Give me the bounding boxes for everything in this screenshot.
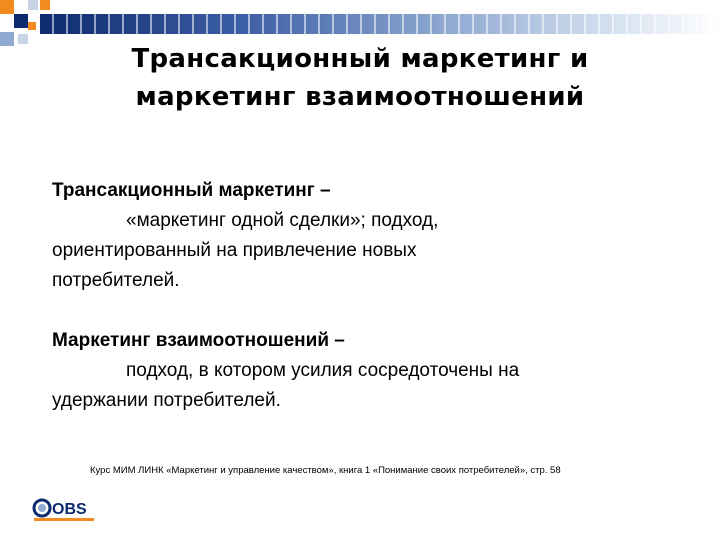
title-line: Трансакционный маркетинг и <box>131 44 589 74</box>
definition-term: Трансакционный маркетинг – <box>52 180 331 201</box>
slide-body <box>52 176 672 416</box>
logo-text: OBS <box>52 501 87 518</box>
definition-text: ориентированный на привлечение новых <box>52 240 417 261</box>
slide-title <box>90 40 630 116</box>
definition-text: подход, в котором усилия сосредоточены на <box>126 360 520 381</box>
obs-logo <box>32 497 98 523</box>
decor-square <box>14 14 28 28</box>
decor-square <box>0 0 14 14</box>
definition-text: удержании потребителей. <box>52 390 281 411</box>
decor-square <box>28 0 38 10</box>
decor-square <box>40 0 50 10</box>
definition-text: потребителей. <box>52 270 180 291</box>
decor-square <box>28 22 36 30</box>
header-banner <box>40 14 720 34</box>
definition-term: Маркетинг взаимоотношений – <box>52 330 345 351</box>
definition-text: «маркетинг одной сделки»; подход, <box>126 210 439 231</box>
spacer <box>52 296 672 326</box>
decor-square <box>0 32 14 46</box>
source-footnote: Курс МИМ ЛИНК «Маркетинг и управление качеством», книга 1 «Понимание своих потребителей», стр. 58 <box>90 465 561 476</box>
decor-square <box>18 34 28 44</box>
title-line: маркетинг взаимоотношений <box>135 82 585 112</box>
